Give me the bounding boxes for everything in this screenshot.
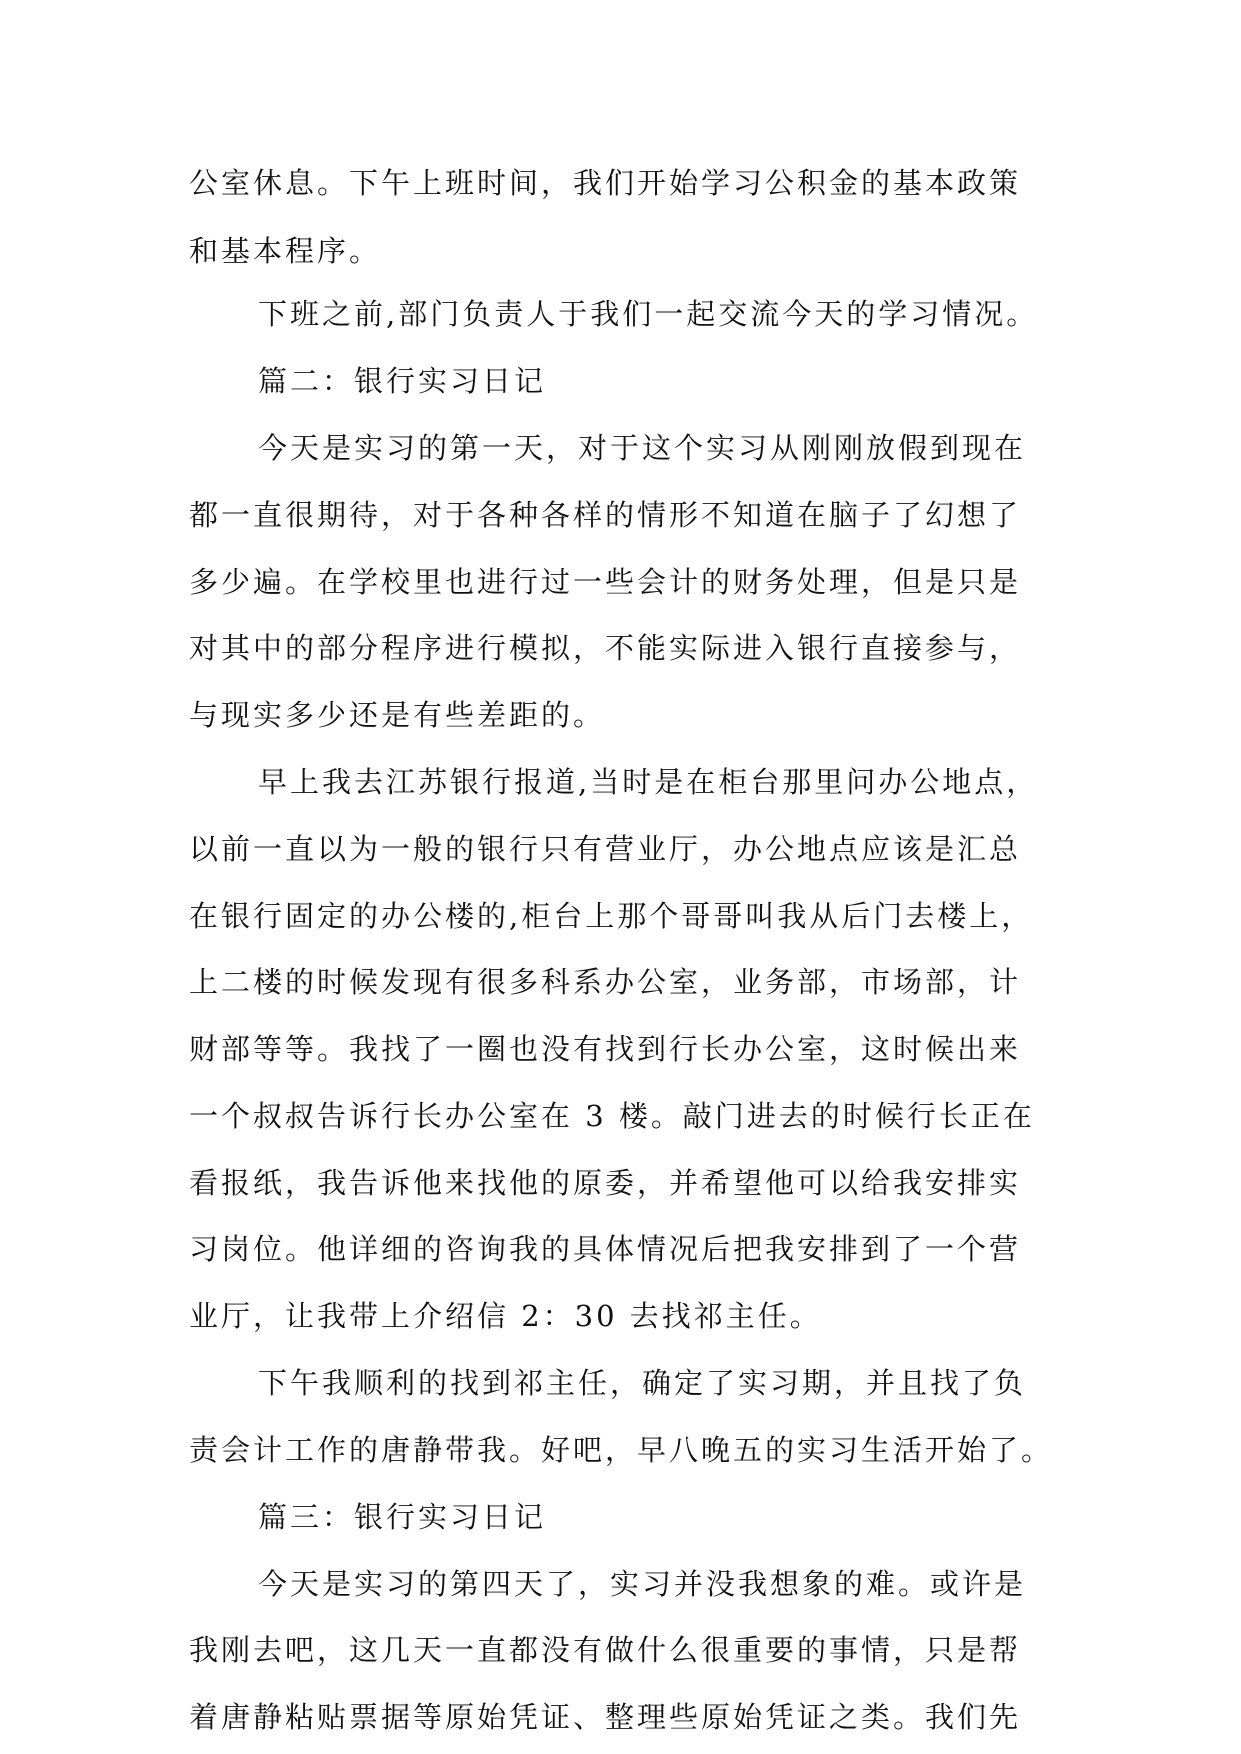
text-line: 在银行固定的办公楼的,柜台上那个哥哥叫我从后门去楼上， [189, 899, 1034, 933]
text-line: 下班之前,部门负责人于我们一起交流今天的学习情况。 [258, 297, 1039, 331]
section-heading: 篇三：银行实习日记 [258, 1500, 547, 1534]
text-line: 对其中的部分程序进行模拟，不能实际进入银行直接参与， [189, 631, 1022, 665]
text-line: 多少遍。在学校里也进行过一些会计的财务处理，但是只是 [189, 565, 1022, 599]
text-line: 习岗位。他详细的咨询我的具体情况后把我安排到了一个营 [189, 1232, 1022, 1266]
text-line: 与现实多少还是有些差距的。 [189, 698, 606, 732]
section-heading: 篇二：银行实习日记 [258, 364, 547, 398]
text-line: 公室休息。下午上班时间，我们开始学习公积金的基本政策 [189, 166, 1022, 200]
text-line: 都一直很期待，对于各种各样的情形不知道在脑子了幻想了 [189, 498, 1022, 532]
text-line: 今天是实习的第四天了，实习并没我想象的难。或许是 [258, 1567, 1027, 1601]
text-line: 责会计工作的唐静带我。好吧，早八晚五的实习生活开始了。 [189, 1433, 1054, 1467]
text-line: 看报纸，我告诉他来找他的原委，并希望他可以给我安排实 [189, 1166, 1022, 1200]
text-line: 今天是实习的第一天，对于这个实习从刚刚放假到现在 [258, 431, 1027, 465]
text-line: 早上我去江苏银行报道,当时是在柜台那里问办公地点， [258, 765, 1039, 799]
text-line: 财部等等。我找了一圈也没有找到行长办公室，这时候出来 [189, 1032, 1022, 1066]
text-line: 一个叔叔告诉行长办公室在 3 楼。敲门进去的时候行长正在 [189, 1099, 1035, 1133]
text-line: 着唐静粘贴票据等原始凭证、整理些原始凭证之类。我们先 [189, 1700, 1022, 1734]
text-line: 和基本程序。 [189, 234, 382, 268]
text-line: 以前一直以为一般的银行只有营业厅，办公地点应该是汇总 [189, 832, 1022, 866]
text-line: 下午我顺利的找到祁主任，确定了实习期，并且找了负 [258, 1366, 1027, 1400]
text-line: 上二楼的时候发现有很多科系办公室，业务部，市场部，计 [189, 965, 1022, 999]
text-line: 我刚去吧，这几天一直都没有做什么很重要的事情，只是帮 [189, 1633, 1022, 1667]
text-line: 业厅，让我带上介绍信 2：30 去找祁主任。 [189, 1299, 822, 1333]
